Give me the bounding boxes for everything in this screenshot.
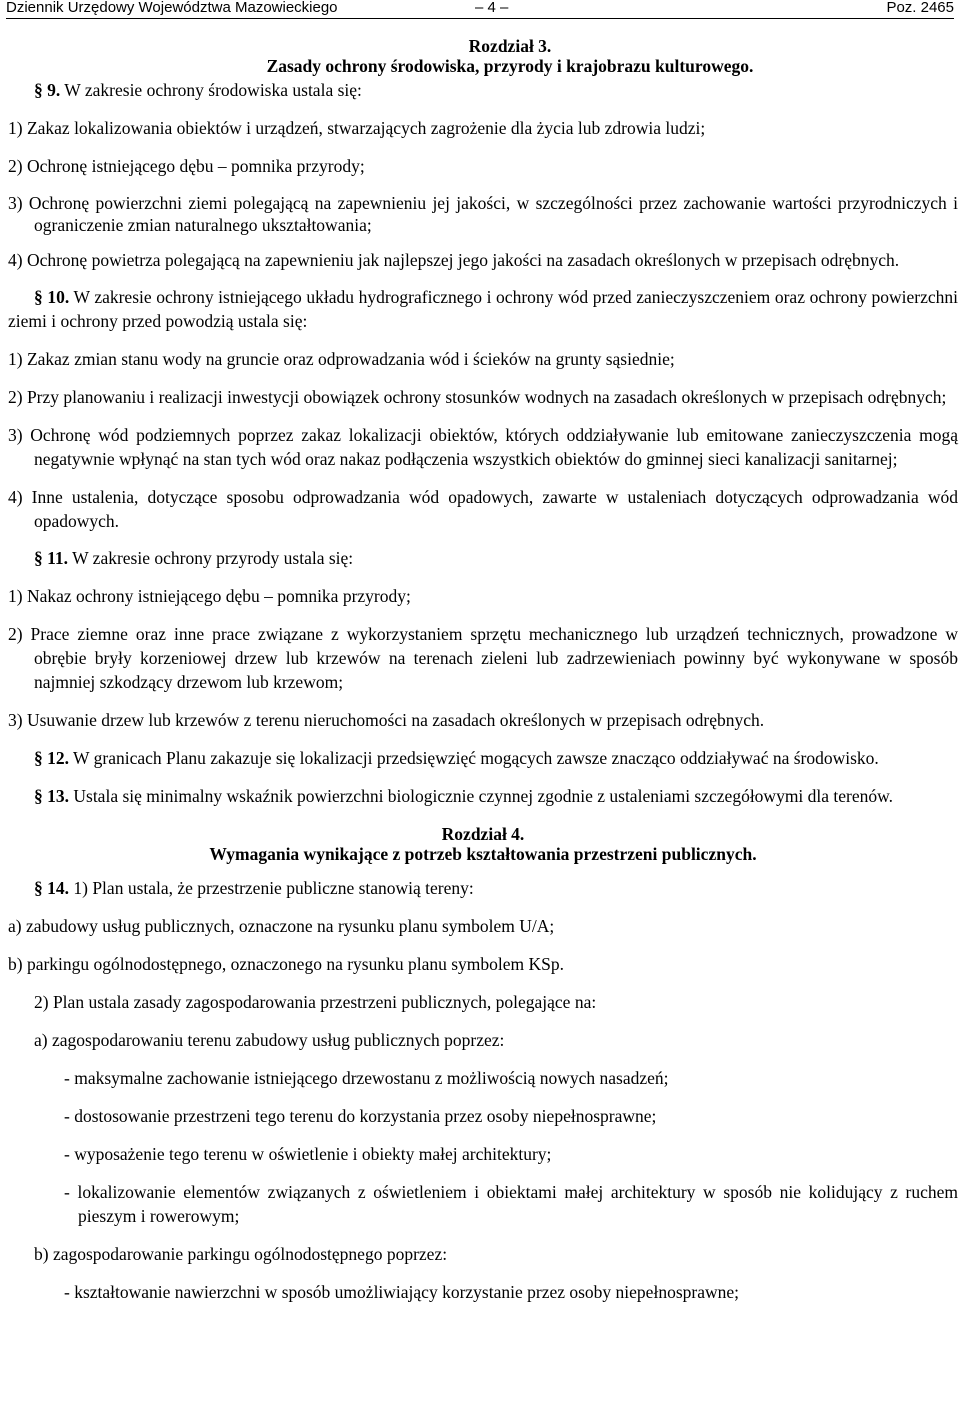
chapter-title: Rozdział 3. bbox=[468, 36, 552, 56]
section-text: 1) Plan ustala, że przestrzenie publiczne stanowią tereny: bbox=[69, 878, 474, 898]
section-10-intro bbox=[8, 285, 958, 333]
list-item: 1) Nakaz ochrony istniejącego dębu – pomnika przyrody; bbox=[8, 586, 411, 606]
list-item: 2) Ochronę istniejącego dębu – pomnika przyrody; bbox=[8, 156, 365, 176]
section-13 bbox=[8, 784, 958, 808]
chapter-4-heading bbox=[8, 824, 958, 864]
section-number: § 13. bbox=[34, 786, 69, 806]
section-number: § 9. bbox=[34, 80, 61, 100]
list-item: 2) Przy planowaniu i realizacji inwestycji obowiązek ochrony stosunków wodnych na zasadach określonych w przepisach odrębnych; bbox=[8, 387, 947, 407]
bullet-item: - wyposażenie tego terenu w oświetlenie i obiekty małej architektury; bbox=[64, 1144, 552, 1164]
section-text: W granicach Planu zakazuje się lokalizacji przedsięwzięć mogących zawsze znacząco oddziaływać na środowisko. bbox=[69, 748, 879, 768]
list-item: 4) Ochronę powietrza polegającą na zapewnieniu jak najlepszej jego jakości na zasadach określonych w przepisach odrębnych. bbox=[8, 250, 900, 270]
bullet-item: - kształtowanie nawierzchni w sposób umożliwiający korzystanie przez osoby niepełnosprawne; bbox=[64, 1282, 739, 1302]
position-number: Poz. 2465 bbox=[886, 0, 954, 16]
chapter-3-heading bbox=[8, 36, 958, 76]
bullet-item: - lokalizowanie elementów związanych z oświetleniem i obiektami małej architektury w sposób nie kolidujący z ruchem pieszym i rowerowym; bbox=[64, 1182, 958, 1226]
list-item: 2) Prace ziemne oraz inne prace związane z wykorzystaniem sprzętu mechanicznego lub urządzeń technicznych, prowadzone w obrębie bryły korzeniowej drzew lub krzewów na terenach zieleni lub zadrzewieniach powinny być wykonywane w sposób najmniej szkodzący drzewom lub krzewom; bbox=[8, 624, 958, 692]
list-item: 2) Plan ustala zasady zagospodarowania przestrzeni publicznych, polegające na: bbox=[34, 992, 597, 1012]
list-item: 3) Usuwanie drzew lub krzewów z terenu nieruchomości na zasadach określonych w przepisach odrębnych. bbox=[8, 710, 765, 730]
list-item: a) zabudowy usług publicznych, oznaczone na rysunku planu symbolem U/A; bbox=[8, 916, 555, 936]
section-number: § 14. bbox=[34, 878, 69, 898]
list-item: b) parkingu ogólnodostępnego, oznaczonego na rysunku planu symbolem KSp. bbox=[8, 954, 565, 974]
page-number: – 4 – bbox=[475, 0, 509, 16]
section-text: W zakresie ochrony środowiska ustala się: bbox=[60, 80, 362, 100]
list-item: 1) Zakaz lokalizowania obiektów i urządzeń, stwarzających zagrożenie dla życia lub zdrowia ludzi; bbox=[8, 118, 706, 138]
list-item: 3) Ochronę powierzchni ziemi polegającą na zapewnieniu jej jakości, w szczególności przez zachowanie wartości przyrodniczych i ograniczenie zmian naturalnego ukształtowania; bbox=[8, 193, 958, 235]
chapter-subtitle: Zasady ochrony środowiska, przyrody i krajobrazu kulturowego. bbox=[266, 56, 754, 76]
list-item: a) zagospodarowaniu terenu zabudowy usług publicznych poprzez: bbox=[34, 1030, 505, 1050]
section-9-intro bbox=[8, 78, 958, 102]
journal-title: Dziennik Urzędowy Województwa Mazowieckiego bbox=[6, 0, 338, 16]
bullet-item: - dostosowanie przestrzeni tego terenu do korzystania przez osoby niepełnosprawne; bbox=[64, 1106, 657, 1126]
list-item: 1) Zakaz zmian stanu wody na gruncie oraz odprowadzania wód i ścieków na grunty sąsiednie; bbox=[8, 349, 675, 369]
chapter-title: Rozdział 4. bbox=[441, 824, 525, 844]
section-text: Ustala się minimalny wskaźnik powierzchni biologicznie czynnej zgodnie z ustaleniami szczegółowymi dla terenów. bbox=[69, 786, 894, 806]
list-item: 4) Inne ustalenia, dotyczące sposobu odprowadzania wód opadowych, zawarte w ustaleniach dotyczących odprowadzania wód opadowych. bbox=[8, 487, 958, 531]
list-item: b) zagospodarowanie parkingu ogólnodostępnego poprzez: bbox=[34, 1244, 448, 1264]
section-11-intro bbox=[8, 546, 958, 570]
bullet-item: - maksymalne zachowanie istniejącego drzewostanu z możliwością nowych nasadzeń; bbox=[64, 1068, 669, 1088]
section-text: W zakresie ochrony przyrody ustala się: bbox=[68, 548, 354, 568]
section-number: § 11. bbox=[34, 548, 69, 568]
section-14-intro bbox=[8, 876, 958, 900]
section-number: § 12. bbox=[34, 748, 69, 768]
document-body bbox=[8, 36, 958, 1304]
chapter-subtitle: Wymagania wynikające z potrzeb kształtowania przestrzeni publicznych. bbox=[209, 844, 757, 864]
page-header bbox=[6, 0, 954, 19]
section-number: § 10. bbox=[34, 287, 70, 307]
list-item: 3) Ochronę wód podziemnych poprzez zakaz lokalizacji obiektów, których oddziaływanie lub emitowane zanieczyszczenia mogą negatywnie wpłynąć na stan tych wód oraz nakaz podłączenia wszystkich obiektów do gminnej sieci kanalizacji sanitarnej; bbox=[8, 425, 958, 469]
section-12 bbox=[8, 746, 958, 770]
section-text: W zakresie ochrony istniejącego układu hydrograficznego i ochrony wód przed zanieczyszczeniem oraz ochrony powierzchni ziemi i ochrony przed powodzią ustala się: bbox=[8, 287, 959, 331]
